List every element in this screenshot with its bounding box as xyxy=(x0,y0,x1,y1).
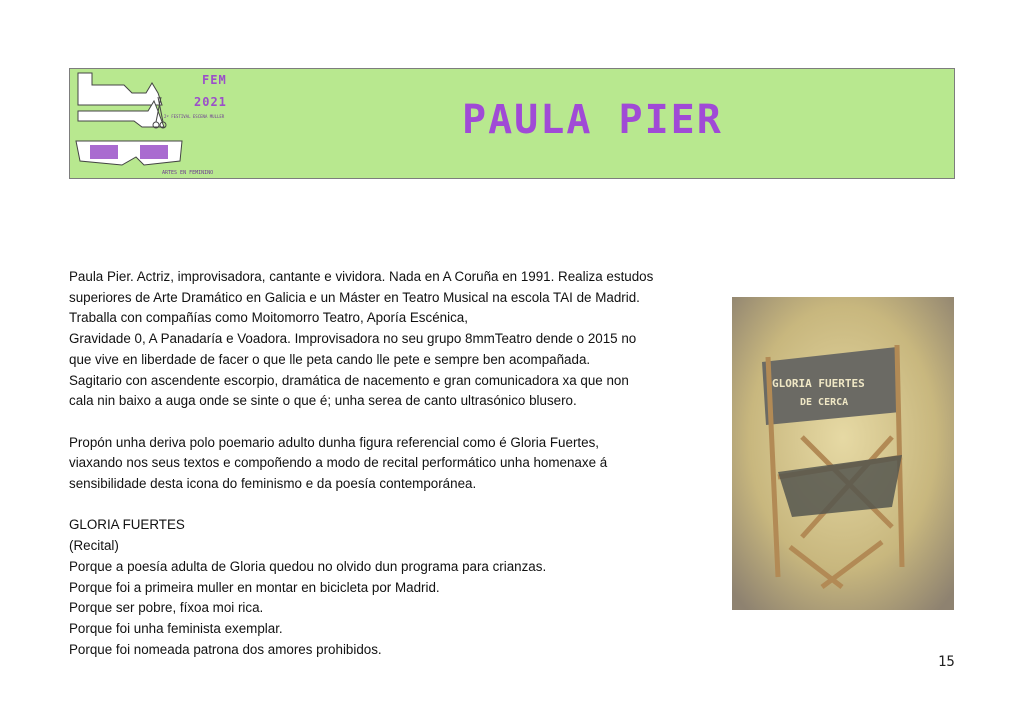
recital-subtitle: (Recital) xyxy=(69,538,119,554)
proposal-line: sensibilidade desta icona do feminismo e da poesía contemporánea. xyxy=(69,476,477,492)
page-number: 15 xyxy=(938,654,955,670)
recital-line: Porque a poesía adulta de Gloria quedou no olvido dun programa para crianzas. xyxy=(69,558,547,574)
chair-text-line1: GLORIA FUERTES xyxy=(772,377,865,390)
logo-fem: FEM xyxy=(202,73,227,87)
bio-line: Traballa con compañías como Moitomorro Teatro, Aporía Escénica, xyxy=(69,310,468,326)
bio-line: Gravidade 0, A Panadaría e Voadora. Improvisadora no seu grupo 8mmTeatro dende o 2015 no xyxy=(69,331,637,347)
recital-line: Porque foi a primeira muller en montar en bicicleta por Madrid. xyxy=(69,579,440,595)
recital-line: Porque foi nomeada patrona dos amores prohibidos. xyxy=(69,641,382,657)
header-banner xyxy=(69,68,955,179)
page-title: PAULA PIER xyxy=(462,97,723,143)
festival-logo xyxy=(72,71,242,178)
logo-tagline: ARTES EN FEMININO xyxy=(162,170,214,176)
body-text xyxy=(69,267,729,660)
bio-line: Paula Pier. Actriz, improvisadora, cantante e vividora. Nada en A Coruña en 1991. Realiza estudos xyxy=(69,269,654,284)
chair-text-line2: DE CERCA xyxy=(800,397,849,408)
logo-year: 2021 xyxy=(194,95,227,109)
chair-photo xyxy=(732,297,954,610)
logo-festival-line: 2º FESTIVAL ESCENA MULLER xyxy=(164,114,225,119)
3d-glasses-icon xyxy=(76,141,182,165)
bio-line: superiores de Arte Dramático en Galicia e un Máster en Teatro Musical na escola TAI de Madrid. xyxy=(69,289,640,305)
recital-title: GLORIA FUERTES xyxy=(69,517,185,533)
proposal-line: viaxando nos seus textos e compoñendo a modo de recital performático unha homenaxe á xyxy=(69,455,608,471)
bio-line: Sagitario con ascendente escorpio, dramática de nacemento e gran comunicadora xa que non xyxy=(69,372,629,388)
recital-line: Porque foi unha feminista exemplar. xyxy=(69,620,283,636)
bio-line: cala nin baixo a auga onde se sinte o que é; unha serea de canto ultrasónico blusero. xyxy=(69,393,577,409)
recital-line: Porque ser pobre, fíxoa moi rica. xyxy=(69,600,264,616)
bio-line: que vive en liberdade de facer o que lle peta cando lle pete e sempre ben acompañada. xyxy=(69,351,591,367)
proposal-line: Propón unha deriva polo poemario adulto dunha figura referencial como é Gloria Fuertes, xyxy=(69,434,599,450)
